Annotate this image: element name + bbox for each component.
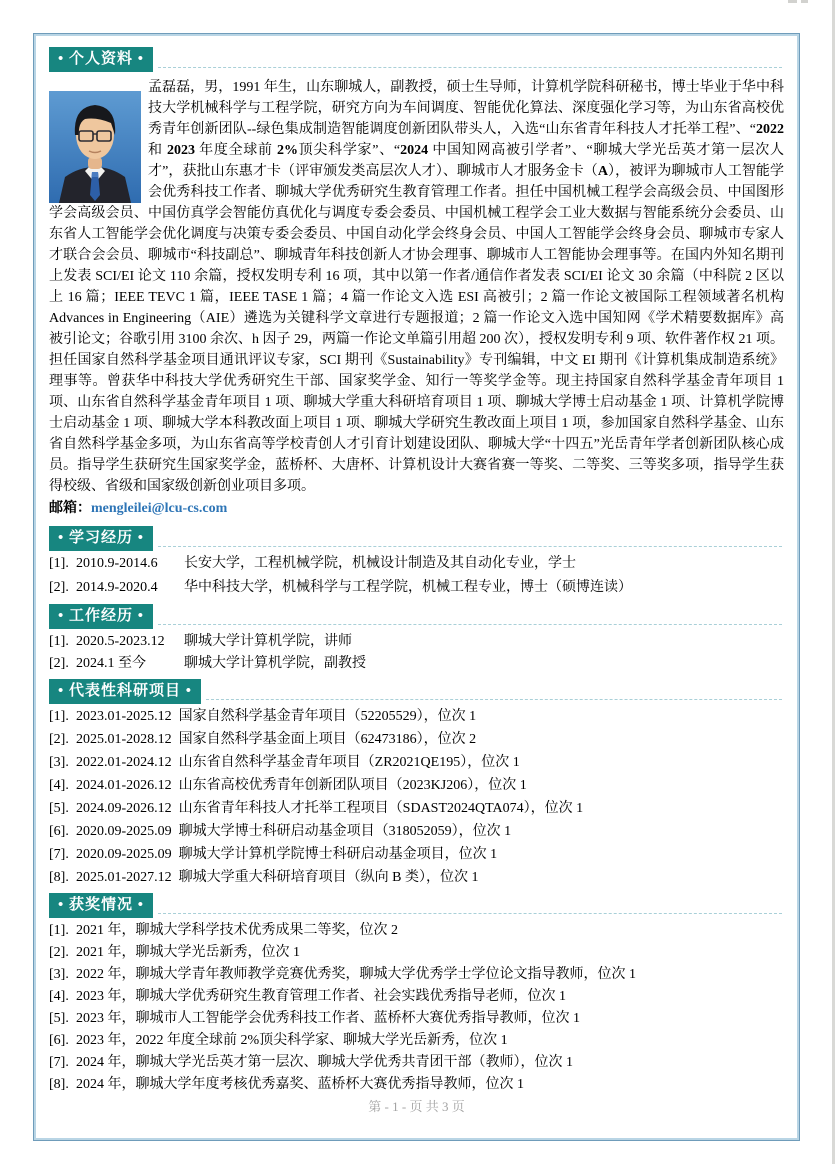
item-text: 长安大学，工程机械学院，机械设计制造及其自动化专业，学士 bbox=[184, 556, 576, 571]
education-item bbox=[49, 556, 784, 572]
top-edge-artifact bbox=[788, 0, 797, 3]
item-text: 山东省高校优秀青年创新团队项目（2023KJ206），位次 1 bbox=[178, 778, 527, 793]
project-item bbox=[49, 778, 784, 794]
paragraph-segment: 中国知网高被引学者”、“聊城大学光岳英才第一层次人才”，获批山东惠才卡（评审颁发类高层次人才）、聊城市人才服务金卡（ bbox=[148, 143, 784, 179]
top-edge-artifact bbox=[801, 0, 808, 3]
item-text: 国家自然科学基金面上项目（62473186），位次 2 bbox=[178, 732, 477, 747]
item-text: 国家自然科学基金青年项目（52205529），位次 1 bbox=[178, 709, 477, 724]
work-item bbox=[49, 634, 784, 650]
profile-paragraph bbox=[49, 77, 784, 497]
paragraph-segment: 2024 bbox=[400, 143, 429, 158]
item-text: 2023 年，聊城大学优秀研究生教育管理工作者、社会实践优秀指导老师，位次 1 bbox=[76, 989, 566, 1004]
page-content bbox=[34, 34, 799, 1140]
item-index: [1]. bbox=[49, 923, 69, 938]
project-item bbox=[49, 709, 784, 725]
project-item bbox=[49, 755, 784, 771]
project-item bbox=[49, 732, 784, 748]
item-index: [3]. bbox=[49, 755, 69, 770]
award-item bbox=[49, 1033, 784, 1049]
item-text: 2023 年，聊城市人工智能学会优秀科技工作者、蓝桥杯大赛优秀指导教师，位次 1 bbox=[76, 1011, 580, 1026]
item-index: [1]. bbox=[49, 634, 69, 649]
item-date: 2014.9-2020.4 bbox=[76, 580, 158, 595]
email-line bbox=[49, 498, 784, 519]
project-item bbox=[49, 824, 784, 840]
item-text: 2024 年，聊城大学光岳英才第一层次、聊城大学优秀共青团干部（教师），位次 1 bbox=[76, 1055, 573, 1070]
award-item bbox=[49, 923, 784, 939]
education-item bbox=[49, 580, 784, 596]
section-header-education bbox=[49, 526, 784, 551]
email-label: 邮箱： bbox=[49, 501, 91, 516]
item-text: 2022 年，聊城大学青年教师教学竞赛优秀奖，聊城大学优秀学士学位论文指导教师，位次 1 bbox=[76, 967, 636, 982]
item-date: 2020.5-2023.12 bbox=[76, 634, 165, 649]
project-item bbox=[49, 870, 784, 886]
paragraph-segment: A bbox=[597, 164, 608, 179]
item-index: [1]. bbox=[49, 709, 69, 724]
item-index: [7]. bbox=[49, 1055, 69, 1070]
section-header-awards bbox=[49, 893, 784, 918]
item-text: 聊城大学博士科研启动基金项目（318052059），位次 1 bbox=[178, 824, 512, 839]
paragraph-segment: 顶尖科学家”、“ bbox=[297, 143, 401, 158]
page-border bbox=[33, 33, 800, 1141]
item-index: [8]. bbox=[49, 870, 69, 885]
item-date: 2020.09-2025.09 bbox=[76, 824, 172, 839]
section-title-profile: • 个人资料 • bbox=[49, 47, 153, 72]
paragraph-segment: 2023 bbox=[166, 143, 195, 158]
item-index: [1]. bbox=[49, 556, 69, 571]
item-index: [2]. bbox=[49, 732, 69, 747]
item-text: 2021 年，聊城大学科学技术优秀成果二等奖，位次 2 bbox=[76, 923, 398, 938]
item-text: 2021 年，聊城大学光岳新秀，位次 1 bbox=[76, 945, 300, 960]
item-text: 山东省青年科技人才托举工程项目（SDAST2024QTA074），位次 1 bbox=[178, 801, 584, 816]
section-rule bbox=[158, 624, 782, 625]
profile-paragraph-text bbox=[49, 80, 784, 494]
item-date: 2010.9-2014.6 bbox=[76, 556, 158, 571]
section-header-profile bbox=[49, 47, 784, 72]
item-index: [6]. bbox=[49, 1033, 69, 1048]
section-rule bbox=[158, 913, 782, 914]
paragraph-segment: 和 bbox=[148, 143, 167, 158]
education-list bbox=[49, 556, 784, 596]
work-item bbox=[49, 656, 784, 672]
award-item bbox=[49, 1077, 784, 1093]
section-header-work bbox=[49, 604, 784, 629]
item-text: 2023 年，2022 年度全球前 2%顶尖科学家、聊城大学光岳新秀，位次 1 bbox=[76, 1033, 508, 1048]
item-index: [3]. bbox=[49, 967, 69, 982]
item-index: [2]. bbox=[49, 945, 69, 960]
project-item bbox=[49, 847, 784, 863]
paragraph-segment: ），被评为聊城市人工智能学会优秀科技工作者、聊城大学优秀研究生教育管理工作者。担任中国机械工程学会高级会员、中国图形学会高级会员、中国仿真学会智能仿真优化与调度专委会委员、中国机械工程学会工业大数据与智能系统分会委员、山东省人工智能学会优化调度与决策专委会委员、中国自动化学会终身会员、中国人工智能学会终身会员、聊城市专家人才联合会会员、聊城市“科技副总”、聊城青年科技创新人才协会理事、聊城市人工智能协会理事等。在国内外知名期刊上发表 SCI/EI 论文 110 余篇，授权发明专利 16 项，其中以第一作者/通信作者发表 SCI/EI 论文 30 余篇（中科院 2 区以上 16 篇；IEEE TEVC 1 篇，IEEE TASE 1 篇；4 篇一作论文入选 ESI 高被引；2 篇一作论文被国际工程领域著名机构 Advances in Engineering（AIE）遴选为关键科学文章进行专题报道；2 篇一作论文入选中国知网《学术精要数据库》高被引论文；谷歌引用 3100 余次、h 因子 29，两篇一作论文单篇引用超 200 次），授权发明专利 9 项、软件著作权 21 项。担任国家自然科学基金项目通讯评议专家，SCI 期刊《Sustainability》专刊编辑，中文 EI 期刊《计算机集成制造系统》理事等。曾获华中科技大学优秀研究生干部、国家奖学金、知行一等奖学金等。现主持国家自然科学基金青年项目 1 项、山东省自然科学基金青年项目 1 项、聊城大学重大科研培育项目 1 项、聊城大学博士启动基金 1 项、计算机学院博士启动基金 1 项、聊城大学本科教改面上项目 1 项、聊城大学研究生教改面上项目 1 项，参加国家自然科学基金、山东省自然科学基金多项，为山东省高等学校青创人才引育计划建设团队、聊城大学“十四五”光岳青年学者创新团队核心成员。指导学生获研究生国家奖学金，蓝桥杯、大唐杯、计算机设计大赛省赛一等奖、二等奖、三等奖多项，指导学生获得校级、省级和国家级创新创业项目多项。 bbox=[49, 164, 785, 494]
section-rule bbox=[158, 67, 782, 68]
item-date: 2024.01-2026.12 bbox=[76, 778, 172, 793]
award-item bbox=[49, 967, 784, 983]
item-index: [5]. bbox=[49, 801, 69, 816]
item-date: 2024.09-2026.12 bbox=[76, 801, 172, 816]
section-header-projects bbox=[49, 679, 784, 704]
award-item bbox=[49, 1011, 784, 1027]
item-date: 2020.09-2025.09 bbox=[76, 847, 172, 862]
item-text: 聊城大学重大科研培育项目（纵向 B 类），位次 1 bbox=[178, 870, 479, 885]
projects-list bbox=[49, 709, 784, 886]
item-index: [4]. bbox=[49, 778, 69, 793]
section-rule bbox=[206, 699, 782, 700]
item-text: 聊城大学计算机学院，副教授 bbox=[184, 656, 366, 671]
paragraph-segment: 年度全球前 bbox=[194, 143, 277, 158]
item-index: [2]. bbox=[49, 580, 69, 595]
paragraph-segment: 2022 bbox=[756, 122, 784, 137]
awards-list bbox=[49, 923, 784, 1093]
paragraph-segment: 2% bbox=[276, 143, 298, 158]
profile-photo bbox=[49, 91, 141, 203]
section-title-projects: • 代表性科研项目 • bbox=[49, 679, 201, 704]
item-index: [8]. bbox=[49, 1077, 69, 1092]
paragraph-segment: 孟磊磊，男，1991 年生，山东聊城人，副教授，硕士生导师，计算机学院科研秘书，博士毕业于华中科技大学机械科学与工程学院，研究方向为车间调度、智能优化算法、深度强化学习等，为山东省高校优秀青年创新团队--绿色集成制造智能调度创新团队带头人，入选“山东省青年科技人才托举工程”、“ bbox=[148, 80, 784, 137]
item-index: [6]. bbox=[49, 824, 69, 839]
award-item bbox=[49, 1055, 784, 1071]
item-date: 2025.01-2027.12 bbox=[76, 870, 172, 885]
item-date: 2023.01-2025.12 bbox=[76, 709, 172, 724]
item-index: [4]. bbox=[49, 989, 69, 1004]
section-title-work: • 工作经历 • bbox=[49, 604, 153, 629]
item-text: 2024 年，聊城大学年度考核优秀嘉奖、蓝桥杯大赛优秀指导教师，位次 1 bbox=[76, 1077, 524, 1092]
page-number: 第 - 1 - 页 共 3 页 bbox=[368, 1099, 465, 1114]
email-link[interactable]: mengleilei@lcu-cs.com bbox=[91, 501, 228, 516]
item-text: 聊城大学计算机学院博士科研启动基金项目，位次 1 bbox=[178, 847, 498, 862]
item-index: [2]. bbox=[49, 656, 69, 671]
section-title-education: • 学习经历 • bbox=[49, 526, 153, 551]
item-index: [7]. bbox=[49, 847, 69, 862]
item-text: 华中科技大学，机械科学与工程学院，机械工程专业，博士（硕博连读） bbox=[184, 580, 632, 595]
item-date: 2024.1 至今 bbox=[76, 656, 146, 671]
item-index: [5]. bbox=[49, 1011, 69, 1026]
section-rule bbox=[158, 546, 782, 547]
item-date: 2025.01-2028.12 bbox=[76, 732, 172, 747]
item-date: 2022.01-2024.12 bbox=[76, 755, 172, 770]
project-item bbox=[49, 801, 784, 817]
item-text: 山东省自然科学基金青年项目（ZR2021QE195），位次 1 bbox=[178, 755, 520, 770]
award-item bbox=[49, 989, 784, 1005]
section-title-awards: • 获奖情况 • bbox=[49, 893, 153, 918]
item-text: 聊城大学计算机学院，讲师 bbox=[184, 634, 352, 649]
award-item bbox=[49, 945, 784, 961]
work-list bbox=[49, 634, 784, 672]
